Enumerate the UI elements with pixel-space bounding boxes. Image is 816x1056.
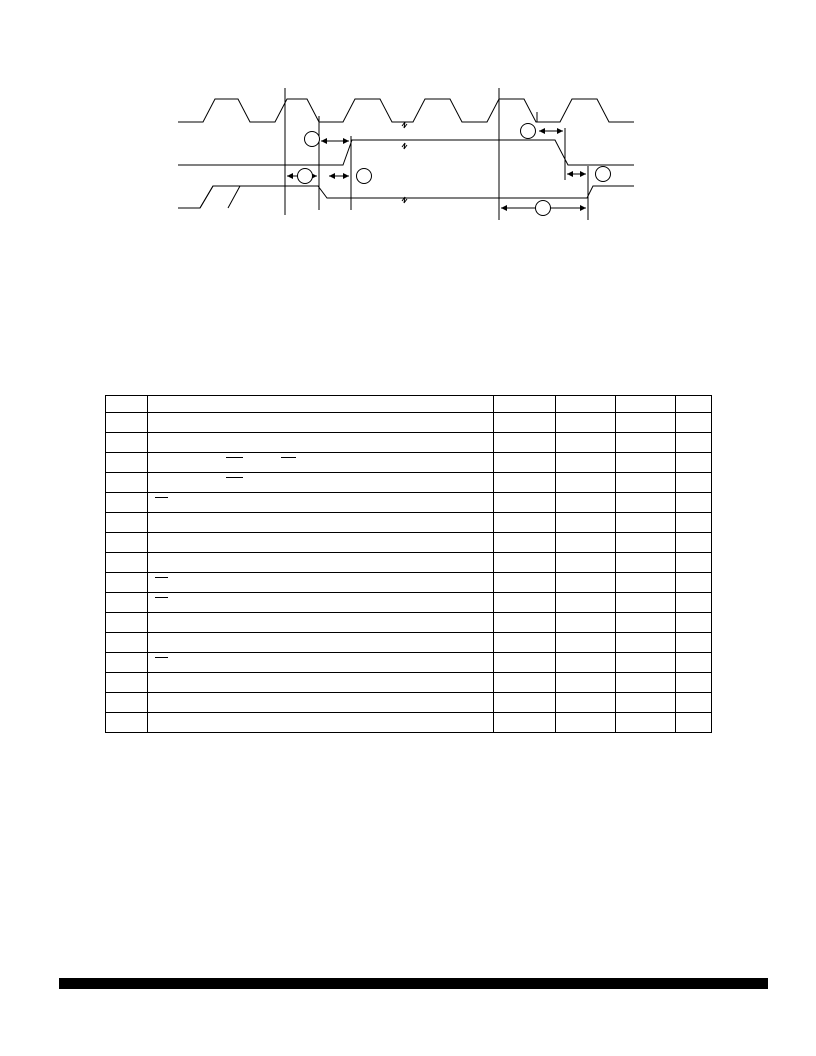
- table-cell: [616, 673, 676, 693]
- table-cell: [676, 673, 712, 693]
- table-header-cell: [494, 396, 556, 413]
- table-cell: [148, 693, 494, 713]
- table-row: [106, 533, 712, 553]
- table-cell: [556, 613, 616, 633]
- callout-circle-3: [357, 169, 372, 184]
- clock-waveform: [178, 99, 634, 122]
- table-cell: [148, 433, 494, 453]
- table-cell: [616, 413, 676, 433]
- break-mark-1: [402, 122, 407, 128]
- table-cell: [106, 653, 148, 673]
- table-cell: [148, 673, 494, 693]
- overline-mark: [226, 457, 243, 458]
- table-cell: [676, 593, 712, 613]
- table-row: [106, 493, 712, 513]
- table-cell: [106, 413, 148, 433]
- table-cell: [494, 713, 556, 733]
- table-cell: [676, 633, 712, 653]
- table-cell: [494, 533, 556, 553]
- table-row: [106, 433, 712, 453]
- table-cell: [676, 573, 712, 593]
- callout-circle-5: [596, 167, 611, 182]
- table-cell: [494, 693, 556, 713]
- table-cell: [494, 493, 556, 513]
- signal-2-waveform: [178, 140, 634, 165]
- table-cell: [106, 573, 148, 593]
- table-cell: [556, 513, 616, 533]
- table-cell: [616, 553, 676, 573]
- table-cell: [616, 613, 676, 633]
- table-cell: [556, 533, 616, 553]
- table-cell: [556, 633, 616, 653]
- table-cell: [676, 473, 712, 493]
- table-cell: [106, 693, 148, 713]
- overline-mark: [155, 577, 168, 578]
- table-row: [106, 673, 712, 693]
- table-cell: [556, 713, 616, 733]
- table-header-row: [106, 396, 712, 413]
- callout-circle-1: [305, 132, 320, 147]
- table-cell: [148, 493, 494, 513]
- table-cell: [676, 433, 712, 453]
- table-cell: [616, 533, 676, 553]
- table-cell: [494, 453, 556, 473]
- table-cell: [676, 493, 712, 513]
- table-row: [106, 573, 712, 593]
- spec-table: [105, 395, 712, 733]
- table-cell: [616, 713, 676, 733]
- table-cell: [556, 413, 616, 433]
- table-cell: [616, 433, 676, 453]
- table-row: [106, 633, 712, 653]
- table-cell: [616, 453, 676, 473]
- table-cell: [556, 473, 616, 493]
- table-cell: [556, 673, 616, 693]
- table-cell: [148, 413, 494, 433]
- table-cell: [494, 633, 556, 653]
- table-cell: [106, 533, 148, 553]
- table-cell: [676, 413, 712, 433]
- table-cell: [148, 713, 494, 733]
- callout-circle-2: [298, 169, 313, 184]
- table-cell: [616, 693, 676, 713]
- overline-mark: [155, 657, 168, 658]
- callout-circle-6: [536, 201, 551, 216]
- table-row: [106, 473, 712, 493]
- table-row: [106, 553, 712, 573]
- table-cell: [106, 713, 148, 733]
- break-mark-2: [402, 143, 407, 149]
- table-cell: [106, 473, 148, 493]
- table-cell: [676, 553, 712, 573]
- table-row: [106, 453, 712, 473]
- overline-mark: [226, 477, 243, 478]
- table-cell: [616, 473, 676, 493]
- table-cell: [556, 573, 616, 593]
- spec-table-body: [106, 396, 712, 733]
- signal-3-waveform-main: [200, 186, 634, 208]
- table-cell: [106, 433, 148, 453]
- overline-mark: [155, 597, 168, 598]
- table-header-cell: [148, 396, 494, 413]
- table-row: [106, 613, 712, 633]
- table-cell: [556, 693, 616, 713]
- table-cell: [494, 473, 556, 493]
- table-row: [106, 713, 712, 733]
- table-cell: [494, 433, 556, 453]
- table-cell: [494, 593, 556, 613]
- table-row: [106, 693, 712, 713]
- table-cell: [148, 573, 494, 593]
- table-cell: [106, 493, 148, 513]
- table-cell: [616, 653, 676, 673]
- table-cell: [556, 553, 616, 573]
- table-cell: [106, 613, 148, 633]
- table-cell: [676, 533, 712, 553]
- table-cell: [676, 653, 712, 673]
- table-cell: [494, 413, 556, 433]
- table-cell: [106, 593, 148, 613]
- table-cell: [148, 533, 494, 553]
- table-cell: [676, 613, 712, 633]
- table-cell: [494, 653, 556, 673]
- table-cell: [148, 633, 494, 653]
- table-cell: [106, 513, 148, 533]
- table-header-cell: [616, 396, 676, 413]
- table-cell: [676, 713, 712, 733]
- table-cell: [676, 453, 712, 473]
- table-cell: [616, 633, 676, 653]
- table-cell: [556, 493, 616, 513]
- table-header-cell: [556, 396, 616, 413]
- table-cell: [556, 653, 616, 673]
- table-cell: [616, 573, 676, 593]
- table-cell: [494, 573, 556, 593]
- table-cell: [148, 513, 494, 533]
- footer-bar: [59, 978, 768, 989]
- table-cell: [616, 493, 676, 513]
- table-cell: [106, 453, 148, 473]
- table-cell: [106, 673, 148, 693]
- table-cell: [494, 613, 556, 633]
- table-cell: [676, 513, 712, 533]
- overline-mark: [155, 497, 168, 498]
- overline-mark: [281, 457, 296, 458]
- table-cell: [616, 513, 676, 533]
- signal-3-waveform: [178, 186, 240, 208]
- table-header-cell: [676, 396, 712, 413]
- table-cell: [106, 553, 148, 573]
- table-cell: [494, 513, 556, 533]
- table-cell: [556, 433, 616, 453]
- timing-diagram: [0, 0, 816, 240]
- table-cell: [148, 473, 494, 493]
- table-row: [106, 513, 712, 533]
- table-cell: [494, 673, 556, 693]
- table-cell: [148, 593, 494, 613]
- table-cell: [106, 633, 148, 653]
- table-cell: [556, 453, 616, 473]
- table-cell: [676, 693, 712, 713]
- table-header-cell: [106, 396, 148, 413]
- table-cell: [616, 593, 676, 613]
- table-cell: [556, 593, 616, 613]
- table-cell: [148, 453, 494, 473]
- table-cell: [494, 553, 556, 573]
- table-cell: [148, 653, 494, 673]
- table-row: [106, 413, 712, 433]
- callout-circle-4: [521, 124, 536, 139]
- table-row: [106, 653, 712, 673]
- table-cell: [148, 613, 494, 633]
- table-cell: [148, 553, 494, 573]
- table-row: [106, 593, 712, 613]
